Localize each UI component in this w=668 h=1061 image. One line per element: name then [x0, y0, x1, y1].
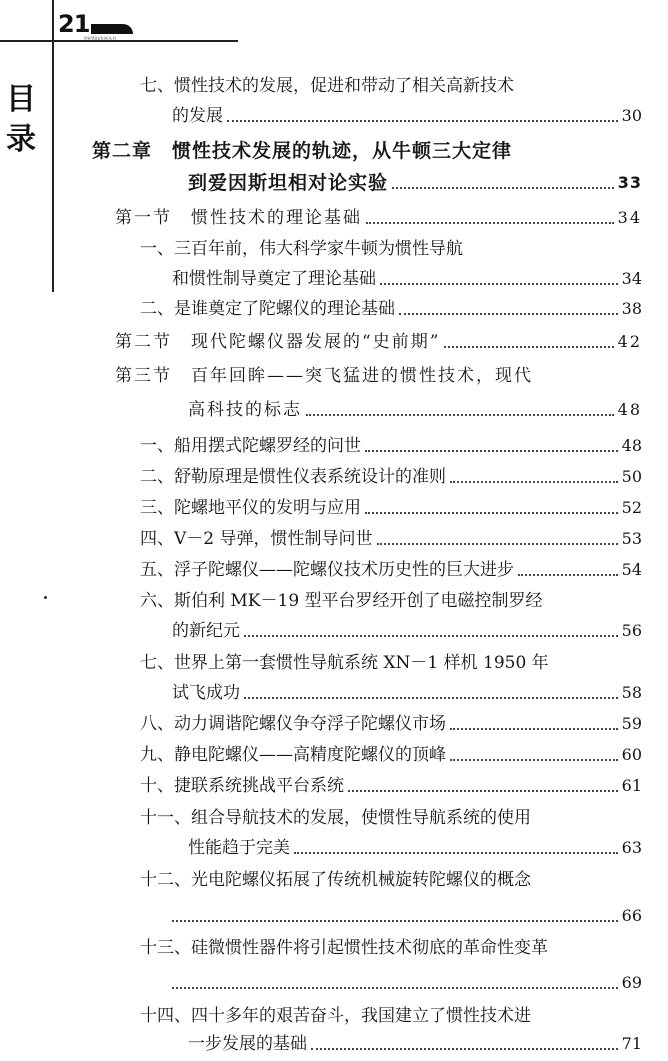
- toc-line: 十三、硅微惯性器件将引起惯性技术彻底的革命性变革: [140, 938, 548, 958]
- toc-entry-title: 八、动力调谐陀螺仪争夺浮子陀螺仪市场: [140, 714, 446, 734]
- toc-page: 42: [617, 332, 642, 351]
- toc-page: 69: [621, 973, 642, 992]
- toc-entry-title: 二、舒勒原理是惯性仪表系统设计的准则: [140, 467, 446, 487]
- toc-entry: [140, 496, 642, 520]
- toc-entry: [172, 681, 642, 705]
- toc-line: 十一、组合导航技术的发展，使惯性导航系统的使用: [140, 808, 531, 828]
- toc-page: 38: [621, 299, 642, 318]
- side-title-lu: 录: [6, 122, 36, 157]
- toc-leader: [450, 728, 618, 730]
- toc-entry-title: 三、陀螺地平仪的发明与应用: [140, 498, 361, 518]
- toc-leader: [172, 920, 618, 922]
- toc-entry-title: 到爱因斯坦相对论实验: [188, 172, 389, 194]
- toc-page: 59: [621, 714, 642, 733]
- toc-entry-title: 试飞成功: [172, 683, 240, 703]
- toc-leader: [518, 574, 618, 576]
- toc-entry: [140, 743, 642, 767]
- toc-page: 71: [621, 1034, 642, 1053]
- toc-leader: [365, 512, 618, 514]
- toc-leader: [366, 222, 614, 224]
- toc-entry: [140, 434, 642, 458]
- toc-page: 58: [621, 683, 642, 702]
- section-entry: [115, 206, 642, 230]
- toc-entry-title: 九、静电陀螺仪——高精度陀螺仪的顶峰: [140, 745, 446, 765]
- toc-entry: [140, 558, 642, 582]
- toc-page: 30: [621, 106, 642, 125]
- toc-entry: [172, 267, 642, 291]
- toc-entry: [168, 904, 642, 928]
- toc-page: 48: [617, 400, 642, 419]
- toc-leader: [348, 790, 618, 792]
- toc-line: 六、斯伯利 MK－19 型平台罗经开创了电磁控制罗经: [140, 591, 543, 611]
- toc-page: 48: [621, 436, 642, 455]
- logo-number: 21: [58, 10, 90, 38]
- toc-page: 52: [621, 498, 642, 517]
- toc-page: 53: [621, 529, 642, 548]
- toc-page: 34: [617, 208, 642, 227]
- toc-page: 63: [621, 838, 642, 857]
- toc-entry-title: 十、捷联系统挑战平台系统: [140, 776, 344, 796]
- toc-leader: [450, 481, 618, 483]
- toc-page: 56: [621, 621, 642, 640]
- section-entry: [188, 398, 642, 422]
- header-rule: [0, 40, 238, 42]
- toc-leader: [450, 759, 618, 761]
- toc-leader: [244, 697, 618, 699]
- toc-leader: [444, 346, 613, 348]
- toc-entry-title: 高科技的标志: [188, 400, 302, 420]
- section-entry: [115, 330, 642, 354]
- toc-leader: [365, 450, 618, 452]
- toc-line: 七、惯性技术的发展，促进和带动了相关高新技术: [140, 76, 514, 96]
- toc-leader: [380, 283, 618, 285]
- toc-page: 61: [621, 776, 642, 795]
- toc-entry: [140, 465, 642, 489]
- toc-entry: [140, 527, 642, 551]
- toc-line: 十二、光电陀螺仪拓展了传统机械旋转陀螺仪的概念: [140, 870, 531, 890]
- toc-entry-title: 一步发展的基础: [188, 1034, 307, 1054]
- section-line: 第三节 百年回眸——突飞猛进的惯性技术，现代: [115, 366, 533, 386]
- toc-entry-title: 五、浮子陀螺仪——陀螺仪技术历史性的巨大进步: [140, 560, 514, 580]
- toc-page: 60: [621, 745, 642, 764]
- toc-line: 七、世界上第一套惯性导航系统 XN－1 样机 1950 年: [140, 653, 549, 673]
- margin-rule: [52, 0, 54, 292]
- toc-leader: [311, 1048, 618, 1050]
- toc-entry: [168, 971, 642, 995]
- toc-entry-title: 性能趋于完美: [188, 838, 290, 858]
- toc-entry: [140, 712, 642, 736]
- toc-line: 十四、四十多年的艰苦奋斗，我国建立了惯性技术进: [140, 1006, 531, 1026]
- toc-page: 66: [621, 906, 642, 925]
- toc-entry-title: 二、是谁奠定了陀螺仪的理论基础: [140, 299, 395, 319]
- toc-entry-title: 的新纪元: [172, 621, 240, 641]
- toc-leader: [392, 187, 614, 189]
- toc-page: 50: [621, 467, 642, 486]
- logo-subtitle: 世纪科技发展丛书: [84, 36, 116, 41]
- series-logo: [58, 10, 133, 41]
- toc-leader: [399, 313, 618, 315]
- toc-leader: [244, 635, 618, 637]
- toc-leader: [377, 543, 618, 545]
- toc-leader: [227, 120, 618, 122]
- toc-page: 54: [621, 560, 642, 579]
- toc-entry: [188, 1032, 642, 1056]
- toc-entry: [140, 297, 642, 321]
- chapter-title: 第二章 惯性技术发展的轨迹，从牛顿三大定律: [92, 140, 513, 162]
- toc-leader: [172, 987, 618, 989]
- toc-entry-title: 的发展: [172, 106, 223, 126]
- toc-entry: [188, 836, 642, 860]
- side-title-mu: 目: [6, 82, 36, 117]
- toc-entry-title: 第一节 惯性技术的理论基础: [115, 208, 362, 228]
- toc-entry-title: 第二节 现代陀螺仪器发展的“史前期”: [115, 332, 441, 352]
- toc-page: 34: [621, 269, 642, 288]
- toc-entry: [172, 104, 642, 128]
- toc-leader: [306, 414, 614, 416]
- toc-entry-title: 一、船用摆式陀螺罗经的问世: [140, 436, 361, 456]
- stray-mark: [44, 596, 47, 599]
- toc-entry: [140, 774, 642, 798]
- chapter-entry: [188, 171, 642, 195]
- toc-entry: [172, 619, 642, 643]
- toc-entry-title: 和惯性制导奠定了理论基础: [172, 269, 376, 289]
- toc-entry-title: 四、V－2 导弹，惯性制导问世: [140, 529, 373, 549]
- logo-swoosh-icon: [91, 24, 133, 34]
- toc-page: 33: [617, 173, 642, 192]
- toc-line: 一、三百年前，伟大科学家牛顿为惯性导航: [140, 239, 463, 259]
- toc-leader: [294, 852, 618, 854]
